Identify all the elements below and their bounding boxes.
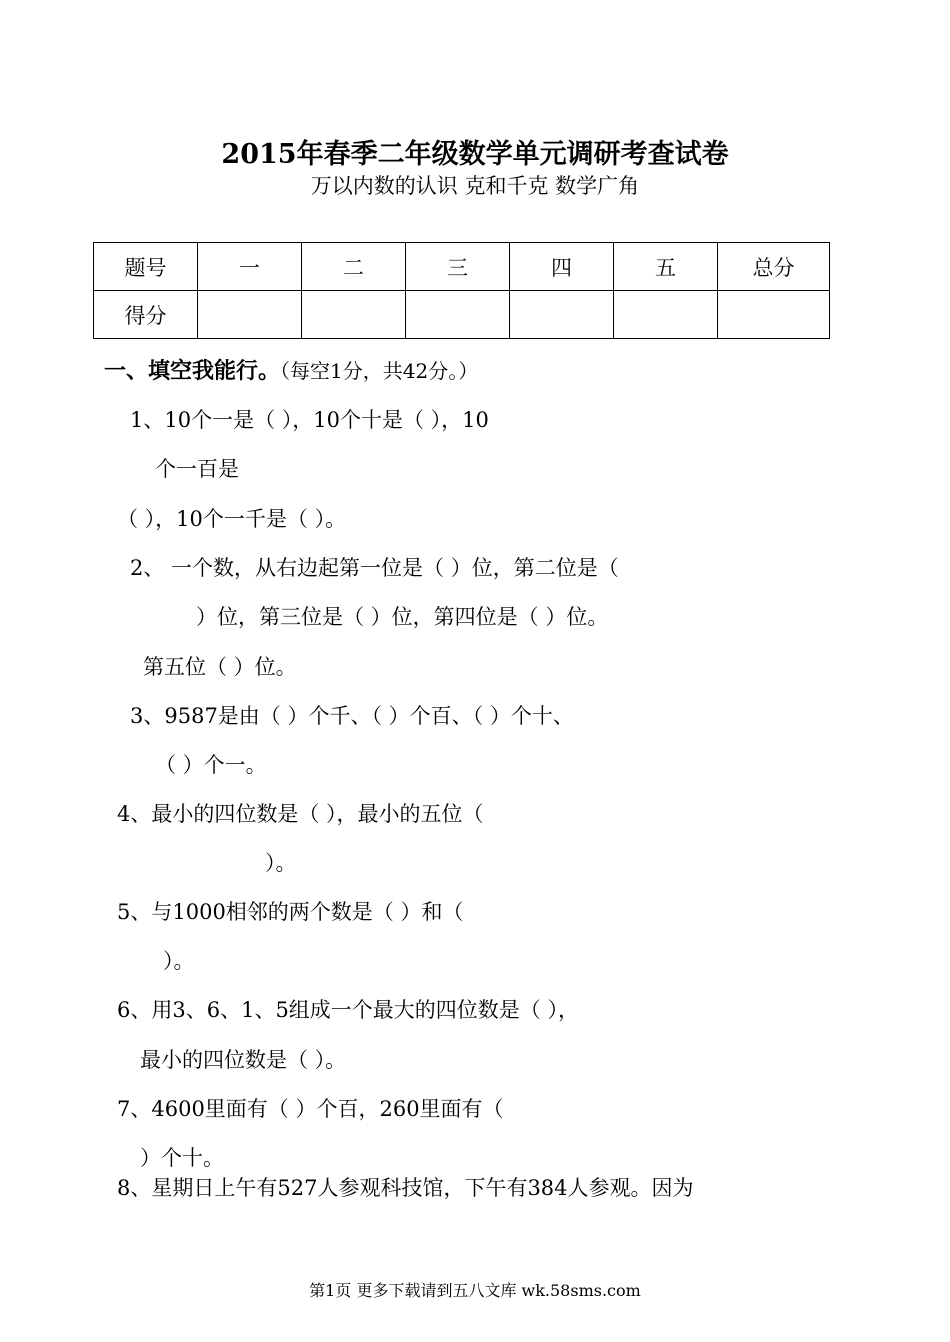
score-table <box>93 242 830 339</box>
question-line: 最小的四位数是（ ）。 <box>140 1048 347 1072</box>
question-line: ）。 <box>265 851 297 875</box>
question-line: （ ），10个一千是（ ）。 <box>117 507 347 531</box>
question-line: 5、与1000相邻的两个数是（ ）和（ <box>117 900 464 924</box>
header-cell: 题号 <box>94 243 198 291</box>
question-line: 3、9587是由（ ）个千、（ ）个百、（ ）个十、 <box>130 704 574 728</box>
header-cell: 五 <box>614 243 718 291</box>
header-cell: 三 <box>406 243 510 291</box>
score-cell[interactable] <box>302 291 406 339</box>
section-heading <box>104 354 478 385</box>
question-line: ）位，第三位是（ ）位，第四位是（ ）位。 <box>196 605 609 629</box>
score-cell[interactable] <box>198 291 302 339</box>
question-line: 7、4600里面有（ ）个百，260里面有（ <box>117 1097 504 1121</box>
score-cell[interactable] <box>406 291 510 339</box>
question-line: 个一百是 <box>155 457 239 481</box>
question-line: （ ）个一。 <box>155 753 267 777</box>
score-table-header-row <box>94 243 830 291</box>
header-cell: 四 <box>510 243 614 291</box>
header-cell: 一 <box>198 243 302 291</box>
header-cell: 二 <box>302 243 406 291</box>
question-line: 2、 一个数，从右边起第一位是（ ）位，第二位是（ <box>130 556 619 580</box>
question-line: 第五位（ ）位。 <box>143 655 297 679</box>
question-line: ）。 <box>163 949 195 973</box>
question-line: ）个十。 <box>140 1146 224 1170</box>
question-line: 8、星期日上午有527人参观科技馆，下午有384人参观。因为 <box>117 1176 694 1200</box>
score-cell[interactable] <box>510 291 614 339</box>
page-footer: 第1页 更多下载请到五八文库 wk.58sms.com <box>309 1281 641 1300</box>
page-subtitle: 万以内数的认识 克和千克 数学广角 <box>310 174 640 198</box>
question-line: 6、用3、6、1、5组成一个最大的四位数是（ ）， <box>117 998 579 1022</box>
score-cell[interactable] <box>614 291 718 339</box>
section-heading-text: 一、填空我能行。 <box>104 359 281 384</box>
row-label: 得分 <box>94 291 198 339</box>
question-line: 1、10个一是（ ），10个十是（ ），10 <box>130 408 489 432</box>
header-cell: 总分 <box>718 243 830 291</box>
score-cell[interactable] <box>718 291 830 339</box>
page-title: 2015年春季二年级数学单元调研考查试卷 <box>221 139 729 170</box>
question-line: 4、最小的四位数是（ ），最小的五位（ <box>117 802 484 826</box>
score-table-score-row <box>94 291 830 339</box>
section-note: （每空1分，共42分。） <box>280 359 479 383</box>
